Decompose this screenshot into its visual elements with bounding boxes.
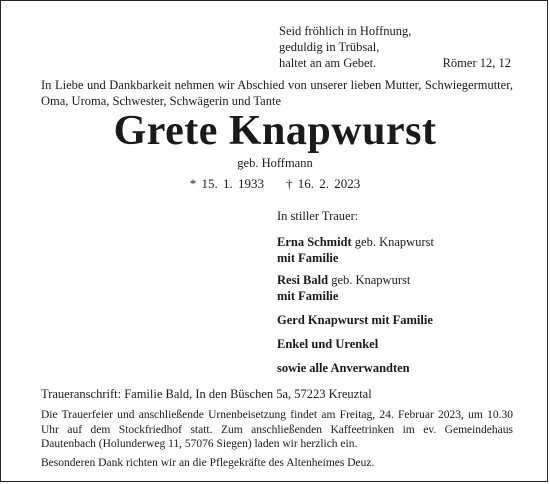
mourner-grandchildren: Enkel und Urenkel <box>277 337 379 351</box>
verse-line-3-text: haltet an am Gebet. <box>279 56 377 70</box>
mourner-resi-family: mit Familie <box>277 289 339 303</box>
bible-verse <box>279 23 511 71</box>
deceased-name: Grete Knapwurst <box>113 108 437 154</box>
intro-text: In Liebe und Dankbarkeit nehmen wir Abschied von unserer lieben Mutter, Schwiegermutter, Oma, Uroma, Schwester, Schwägerin und Tante <box>41 78 513 108</box>
service-info: Die Trauerfeier und anschließende Urnenbeisetzung findet am Freitag, 24. Februar 2023, um 10.30 Uhr auf dem Stockfriedhof statt. Zum anschließenden Kaffeetrinken im ev. Gemeindehaus Dautenbach (Holunderweg 11, 57076 Siegen) laden wir herzlich ein. <box>41 409 513 450</box>
verse-line-3 <box>279 55 511 71</box>
mourner-resi-name: Resi Bald <box>277 273 329 287</box>
mourner-erna-family: mit Familie <box>277 251 339 265</box>
mourning-lead: In stiller Trauer: <box>277 209 359 223</box>
birth-date: * 15. 1. 1933 <box>189 176 264 191</box>
thanks-note: Besonderen Dank richten wir an die Pflegekräfte des Altenheimes Deuz. <box>41 457 375 469</box>
mourner-erna-suffix: geb. Knapwurst <box>351 235 434 249</box>
mourners-list <box>277 208 434 376</box>
mourner-resi-suffix: geb. Knapwurst <box>328 273 411 287</box>
verse-line-2: geduldig in Trübsal, <box>279 40 380 54</box>
life-dates <box>1 176 549 192</box>
death-date: † 16. 2. 2023 <box>286 176 361 191</box>
mourning-address: Traueranschrift: Familie Bald, In den Büschen 5a, 57223 Kreuztal <box>41 387 372 401</box>
verse-line-1: Seid fröhlich in Hoffnung, <box>279 24 412 38</box>
mourner-resi <box>277 272 434 288</box>
birth-name: geb. Hoffmann <box>237 156 313 170</box>
mourner-gerd: Gerd Knapwurst mit Familie <box>277 313 433 327</box>
mourner-relatives: sowie alle Anverwandten <box>277 361 410 375</box>
mourner-erna-name: Erna Schmidt <box>277 235 352 249</box>
verse-reference: Römer 12, 12 <box>442 56 511 70</box>
mourner-erna <box>277 234 434 250</box>
